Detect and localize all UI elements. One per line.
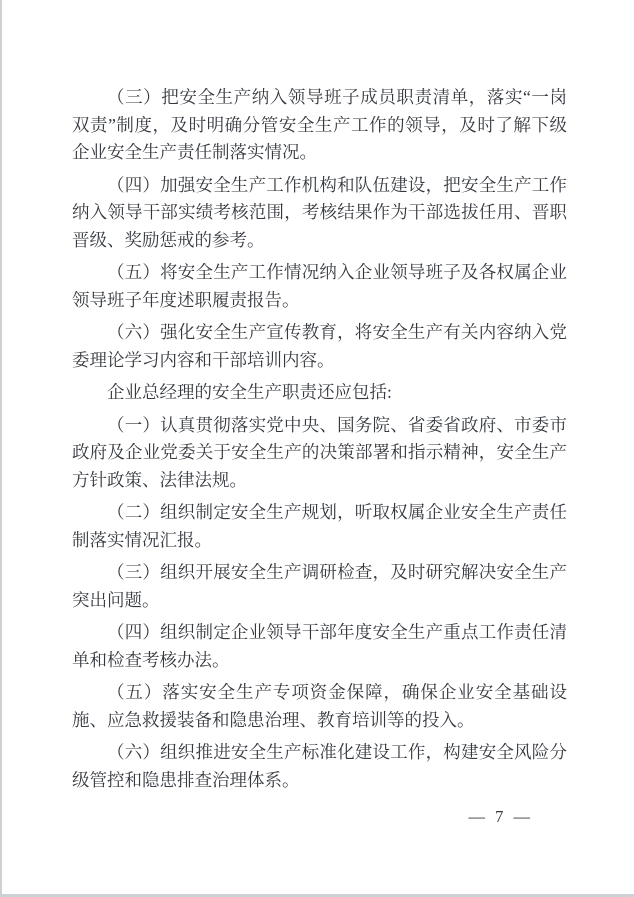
- document-paragraph: （四）组织制定企业领导干部年度安全生产重点工作责任清单和检查考核办法。: [72, 622, 567, 670]
- document-paragraph: （五）将安全生产工作情况纳入企业领导班子及各权属企业领导班子年度述职履责报告。: [72, 262, 567, 310]
- document-paragraph: （六）强化安全生产宣传教育，将安全生产有关内容纳入党委理论学习内容和干部培训内容。: [72, 322, 567, 370]
- document-paragraph: （一）认真贯彻落实党中央、国务院、省委省政府、市委市政府及企业党委关于安全生产的决策部署和指示精神，安全生产方针政策、法律法规。: [72, 414, 567, 490]
- document-paragraph: （三）把安全生产纳入领导班子成员职责清单，落实“一岗双责”制度，及时明确分管安全生产工作的领导，及时了解下级企业安全生产责任制落实情况。: [72, 87, 567, 162]
- document-paragraph: 企业总经理的安全生产职责还应包括:: [107, 382, 392, 402]
- document-paragraph: （五）落实安全生产专项资金保障，确保企业安全基础设施、应急救援装备和隐患治理、教育培训等的投入。: [72, 682, 567, 730]
- document-paragraph: （三）组织开展安全生产调研检查，及时研究解决安全生产突出问题。: [72, 562, 567, 610]
- document-paragraph: （二）组织制定安全生产规划，听取权属企业安全生产责任制落实情况汇报。: [72, 502, 567, 550]
- document-paragraph: （四）加强安全生产工作机构和队伍建设，把安全生产工作纳入领导干部实绩考核范围，考核结果作为干部选拔任用、晋职晋级、奖励惩戒的参考。: [72, 174, 567, 250]
- document-paragraph: （六）组织推进安全生产标准化建设工作，构建安全风险分级管控和隐患排查治理体系。: [72, 742, 567, 790]
- page-number: — 7 —: [468, 807, 533, 826]
- document-body: [72, 84, 567, 831]
